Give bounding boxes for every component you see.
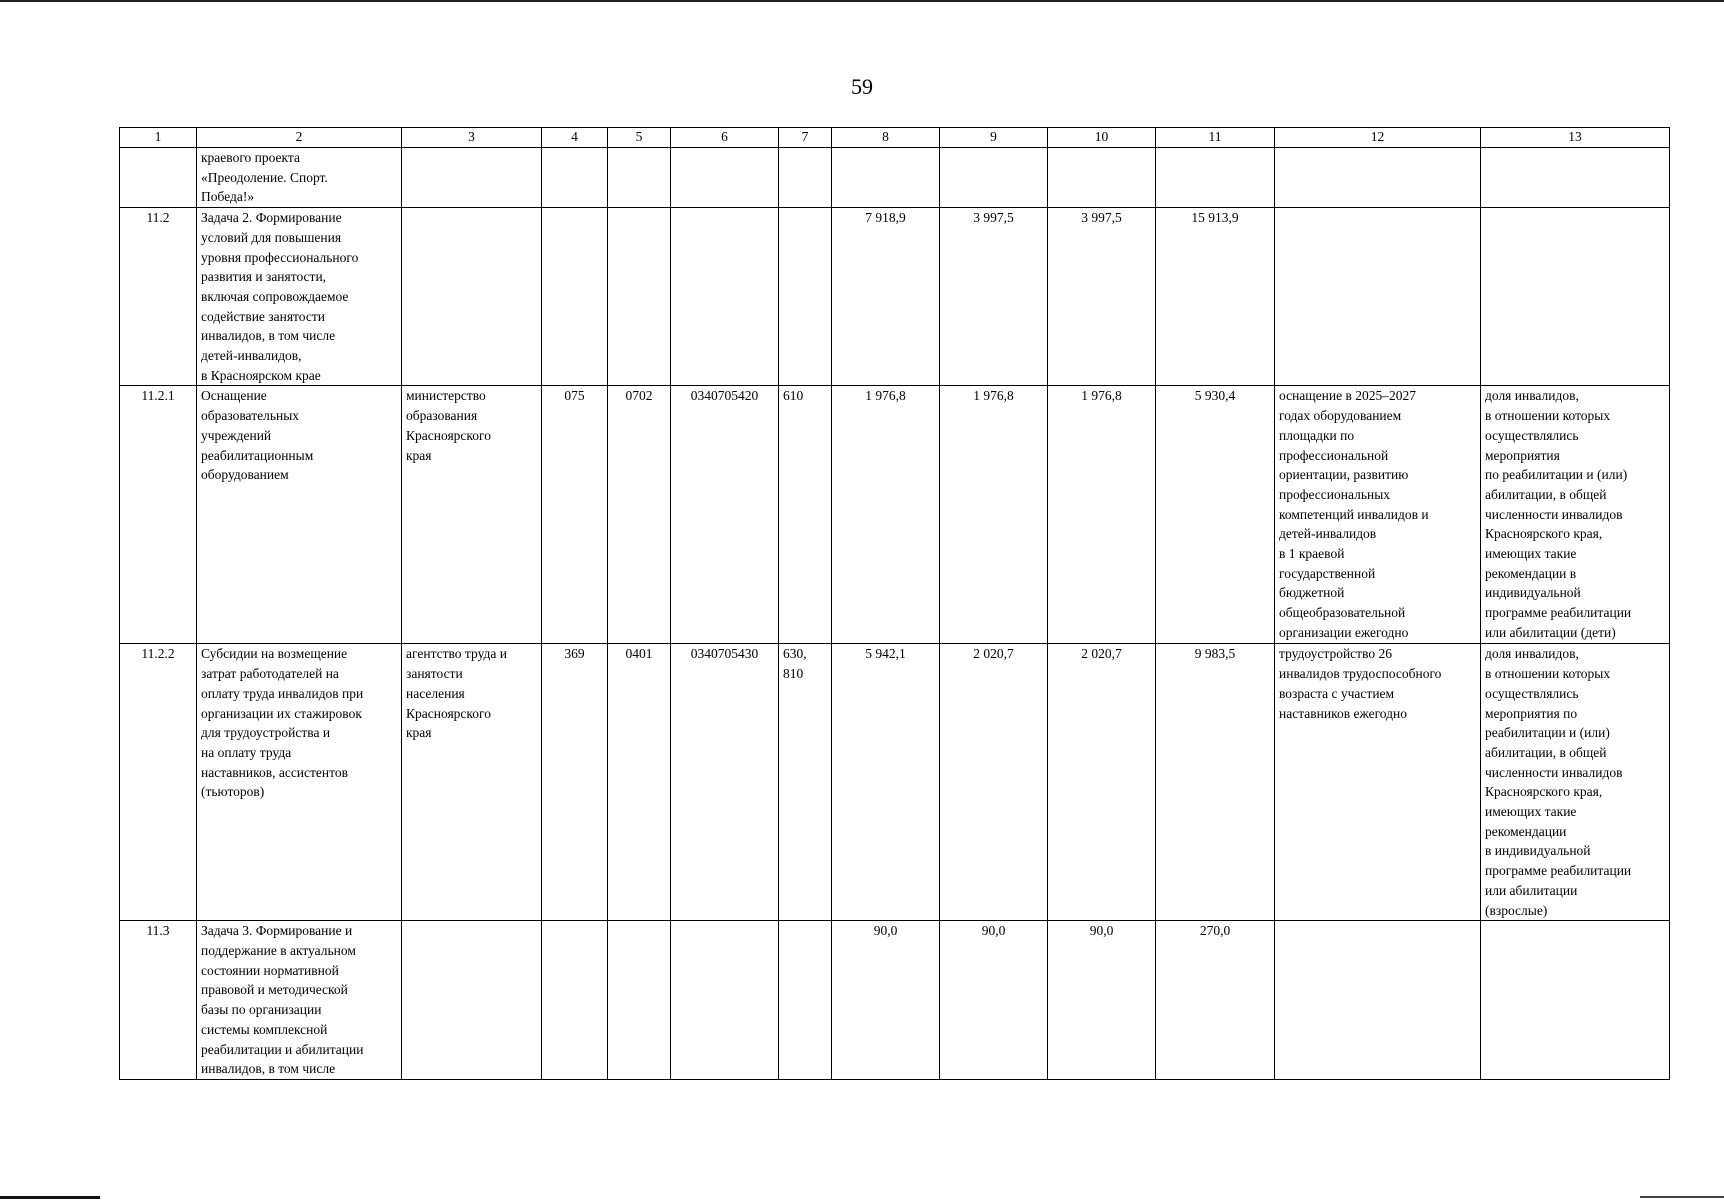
row-col7-cell: 610 xyxy=(779,386,832,644)
row-result-cell xyxy=(1275,208,1481,386)
row-number-cell: 11.2 xyxy=(120,208,197,386)
column-header-13: 13 xyxy=(1481,128,1670,148)
row-col7-cell xyxy=(779,208,832,386)
row-col6-cell: 0340705430 xyxy=(671,644,779,921)
row-name-cell: Оснащение образовательных учреждений реабилитационным оборудованием xyxy=(197,386,402,644)
row-indicator-cell: доля инвалидов, в отношении которых осуществлялись мероприятия по реабилитации и (или) абилитации, в общей численности инвалидов Красноярского края, имеющих такие рекомендации в индивидуальной программе реабилитации или абилитации (взрослые) xyxy=(1481,644,1670,921)
row-col7-cell: 630, 810 xyxy=(779,644,832,921)
row-col9-cell: 90,0 xyxy=(940,921,1048,1080)
row-number-cell xyxy=(120,148,197,208)
program-table xyxy=(119,127,1670,1080)
row-col10-cell xyxy=(1048,148,1156,208)
row-indicator-cell xyxy=(1481,921,1670,1080)
column-header-9: 9 xyxy=(940,128,1048,148)
row-col11-cell: 270,0 xyxy=(1156,921,1275,1080)
column-header-4: 4 xyxy=(542,128,608,148)
row-col9-cell: 3 997,5 xyxy=(940,208,1048,386)
column-header-6: 6 xyxy=(671,128,779,148)
row-executor-cell: министерство образования Красноярского края xyxy=(402,386,542,644)
column-header-11: 11 xyxy=(1156,128,1275,148)
column-header-7: 7 xyxy=(779,128,832,148)
row-col5-cell xyxy=(608,148,671,208)
row-col6-cell xyxy=(671,148,779,208)
row-col6-cell xyxy=(671,921,779,1080)
row-number-cell: 11.3 xyxy=(120,921,197,1080)
row-col5-cell: 0401 xyxy=(608,644,671,921)
page-number: 59 xyxy=(851,74,873,99)
row-result-cell: оснащение в 2025–2027 годах оборудованием площадки по профессиональной ориентации, развитию профессиональных компетенций инвалидов и детей-инвалидов в 1 краевой государственной бюджетной общеобразовательной организации ежегодно xyxy=(1275,386,1481,644)
row-col7-cell xyxy=(779,921,832,1080)
scan-border-top xyxy=(0,0,1724,2)
row-col11-cell: 9 983,5 xyxy=(1156,644,1275,921)
row-col8-cell: 1 976,8 xyxy=(832,386,940,644)
row-col5-cell xyxy=(608,921,671,1080)
row-name-cell: краевого проекта «Преодоление. Спорт. Победа!» xyxy=(197,148,402,208)
row-col9-cell: 2 020,7 xyxy=(940,644,1048,921)
column-header-5: 5 xyxy=(608,128,671,148)
row-result-cell: трудоустройство 26 инвалидов трудоспособного возраста с участием наставников ежегодно xyxy=(1275,644,1481,921)
row-indicator-cell xyxy=(1481,208,1670,386)
row-col6-cell xyxy=(671,208,779,386)
row-col8-cell: 90,0 xyxy=(832,921,940,1080)
row-indicator-cell: доля инвалидов, в отношении которых осуществлялись мероприятия по реабилитации и (или) абилитации, в общей численности инвалидов Красноярского края, имеющих такие рекомендации в индивидуальной программе реабилитации или абилитации (дети) xyxy=(1481,386,1670,644)
row-executor-cell xyxy=(402,148,542,208)
row-col10-cell: 1 976,8 xyxy=(1048,386,1156,644)
row-result-cell xyxy=(1275,921,1481,1080)
row-executor-cell: агентство труда и занятости населения Красноярского края xyxy=(402,644,542,921)
row-result-cell xyxy=(1275,148,1481,208)
row-col11-cell xyxy=(1156,148,1275,208)
row-col8-cell xyxy=(832,148,940,208)
column-header-8: 8 xyxy=(832,128,940,148)
table-row xyxy=(120,386,1670,644)
table-row xyxy=(120,148,1670,208)
column-header-12: 12 xyxy=(1275,128,1481,148)
row-col5-cell: 0702 xyxy=(608,386,671,644)
row-col4-cell: 075 xyxy=(542,386,608,644)
row-col8-cell: 5 942,1 xyxy=(832,644,940,921)
row-name-cell: Задача 2. Формирование условий для повышения уровня профессионального развития и занятости, включая сопровождаемое содействие занятости инвалидов, в том числе детей-инвалидов, в Красноярском крае xyxy=(197,208,402,386)
row-col4-cell xyxy=(542,921,608,1080)
row-number-cell: 11.2.2 xyxy=(120,644,197,921)
row-col6-cell: 0340705420 xyxy=(671,386,779,644)
row-col8-cell: 7 918,9 xyxy=(832,208,940,386)
row-col11-cell: 15 913,9 xyxy=(1156,208,1275,386)
row-executor-cell xyxy=(402,921,542,1080)
row-col10-cell: 2 020,7 xyxy=(1048,644,1156,921)
column-header-10: 10 xyxy=(1048,128,1156,148)
column-header-2: 2 xyxy=(197,128,402,148)
table-row xyxy=(120,644,1670,921)
scan-mark-bottom-left xyxy=(0,1196,100,1199)
row-col4-cell: 369 xyxy=(542,644,608,921)
row-col5-cell xyxy=(608,208,671,386)
row-col10-cell: 3 997,5 xyxy=(1048,208,1156,386)
row-indicator-cell xyxy=(1481,148,1670,208)
column-header-1: 1 xyxy=(120,128,197,148)
row-col9-cell: 1 976,8 xyxy=(940,386,1048,644)
row-col7-cell xyxy=(779,148,832,208)
row-col9-cell xyxy=(940,148,1048,208)
table-row xyxy=(120,921,1670,1080)
table-row xyxy=(120,208,1670,386)
row-executor-cell xyxy=(402,208,542,386)
row-name-cell: Задача 3. Формирование и поддержание в актуальном состоянии нормативной правовой и методической базы по организации системы комплексной реабилитации и абилитации инвалидов, в том числе xyxy=(197,921,402,1080)
column-header-3: 3 xyxy=(402,128,542,148)
row-number-cell: 11.2.1 xyxy=(120,386,197,644)
row-name-cell: Субсидии на возмещение затрат работодателей на оплату труда инвалидов при организации их стажировок для трудоустройства и на оплату труда наставников, ассистентов (тьюторов) xyxy=(197,644,402,921)
row-col11-cell: 5 930,4 xyxy=(1156,386,1275,644)
header-row xyxy=(120,128,1670,148)
row-col4-cell xyxy=(542,148,608,208)
row-col10-cell: 90,0 xyxy=(1048,921,1156,1080)
scan-mark-bottom-right xyxy=(1640,1196,1724,1198)
row-col4-cell xyxy=(542,208,608,386)
